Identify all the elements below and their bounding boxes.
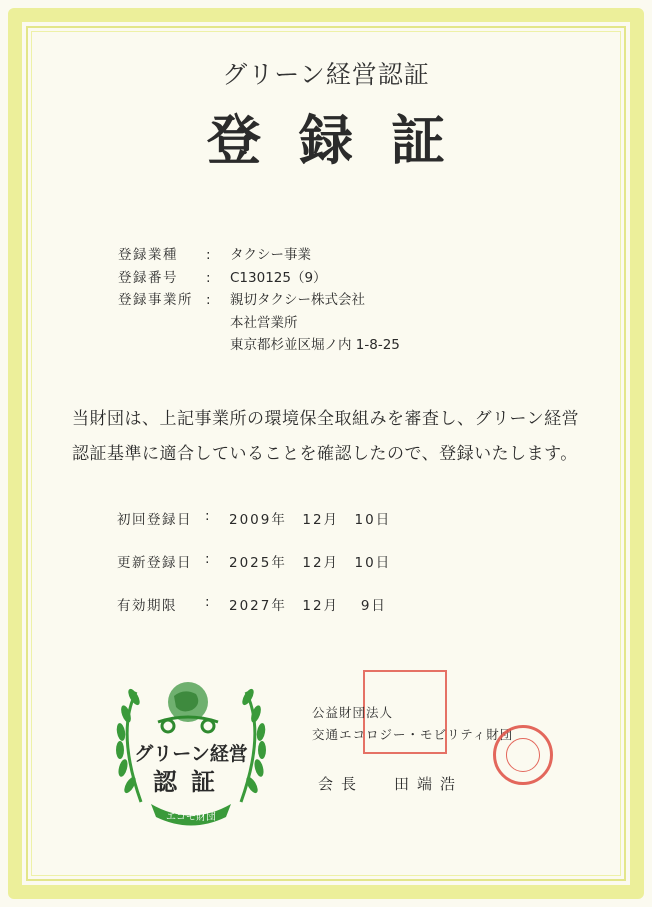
statement-line: 当財団は、上記事業所の環境保全取組みを審査し、グリーン経営	[72, 409, 580, 429]
registration-value: C130125（9）	[230, 269, 327, 286]
colon: :	[205, 551, 210, 567]
registration-row	[118, 267, 400, 290]
colon: :	[205, 594, 210, 610]
date-value: 2025年 12月 10日	[229, 555, 392, 571]
green-management-emblem	[96, 652, 286, 832]
registration-dates	[117, 508, 391, 637]
date-label: 更新登録日	[117, 555, 192, 571]
registration-label: 登録事業所	[118, 292, 193, 308]
issuer-organization	[312, 702, 513, 746]
date-value: 2009年 12月 10日	[229, 512, 392, 528]
emblem-foundation: エコモ財団	[166, 812, 216, 823]
date-row	[117, 508, 391, 551]
date-label: 有効期限	[117, 598, 177, 614]
company-name: 親切タクシー株式会社	[230, 292, 365, 308]
colon: :	[206, 292, 211, 308]
date-label: 初回登録日	[117, 512, 192, 528]
issuer-signer	[318, 773, 463, 794]
org-name: 交通エコロジー・モビリティ財団	[312, 727, 514, 742]
colon: :	[205, 508, 210, 524]
signer-name: 田端浩	[394, 775, 464, 793]
office-address: 東京都杉並区堀ノ内 1-8-25	[230, 337, 400, 353]
signer-position: 会長	[318, 775, 365, 793]
certificate-subtitle: グリーン経営認証	[222, 60, 430, 89]
colon: :	[206, 247, 211, 263]
org-type: 公益財団法人	[312, 705, 394, 720]
office-name: 本社営業所	[230, 314, 298, 331]
date-row	[117, 551, 391, 594]
registration-row	[118, 244, 400, 267]
registration-label: 登録業種	[118, 247, 178, 263]
emblem-line2: 認証	[153, 768, 229, 796]
registration-value: タクシー事業	[230, 247, 311, 263]
registration-label: 登録番号	[118, 269, 178, 286]
date-value: 2027年 12月 9日	[229, 598, 387, 614]
date-row	[117, 594, 391, 637]
emblem-line1: グリーン経営	[134, 743, 248, 765]
statement-line: 認証基準に適合していることを確認したので、登録いたします。	[72, 444, 578, 464]
certificate-title: 登録証	[207, 109, 483, 172]
certification-statement	[72, 402, 592, 472]
registration-info	[118, 244, 400, 357]
official-seal-round	[493, 725, 553, 785]
colon: :	[206, 269, 211, 286]
registration-row	[118, 289, 400, 357]
